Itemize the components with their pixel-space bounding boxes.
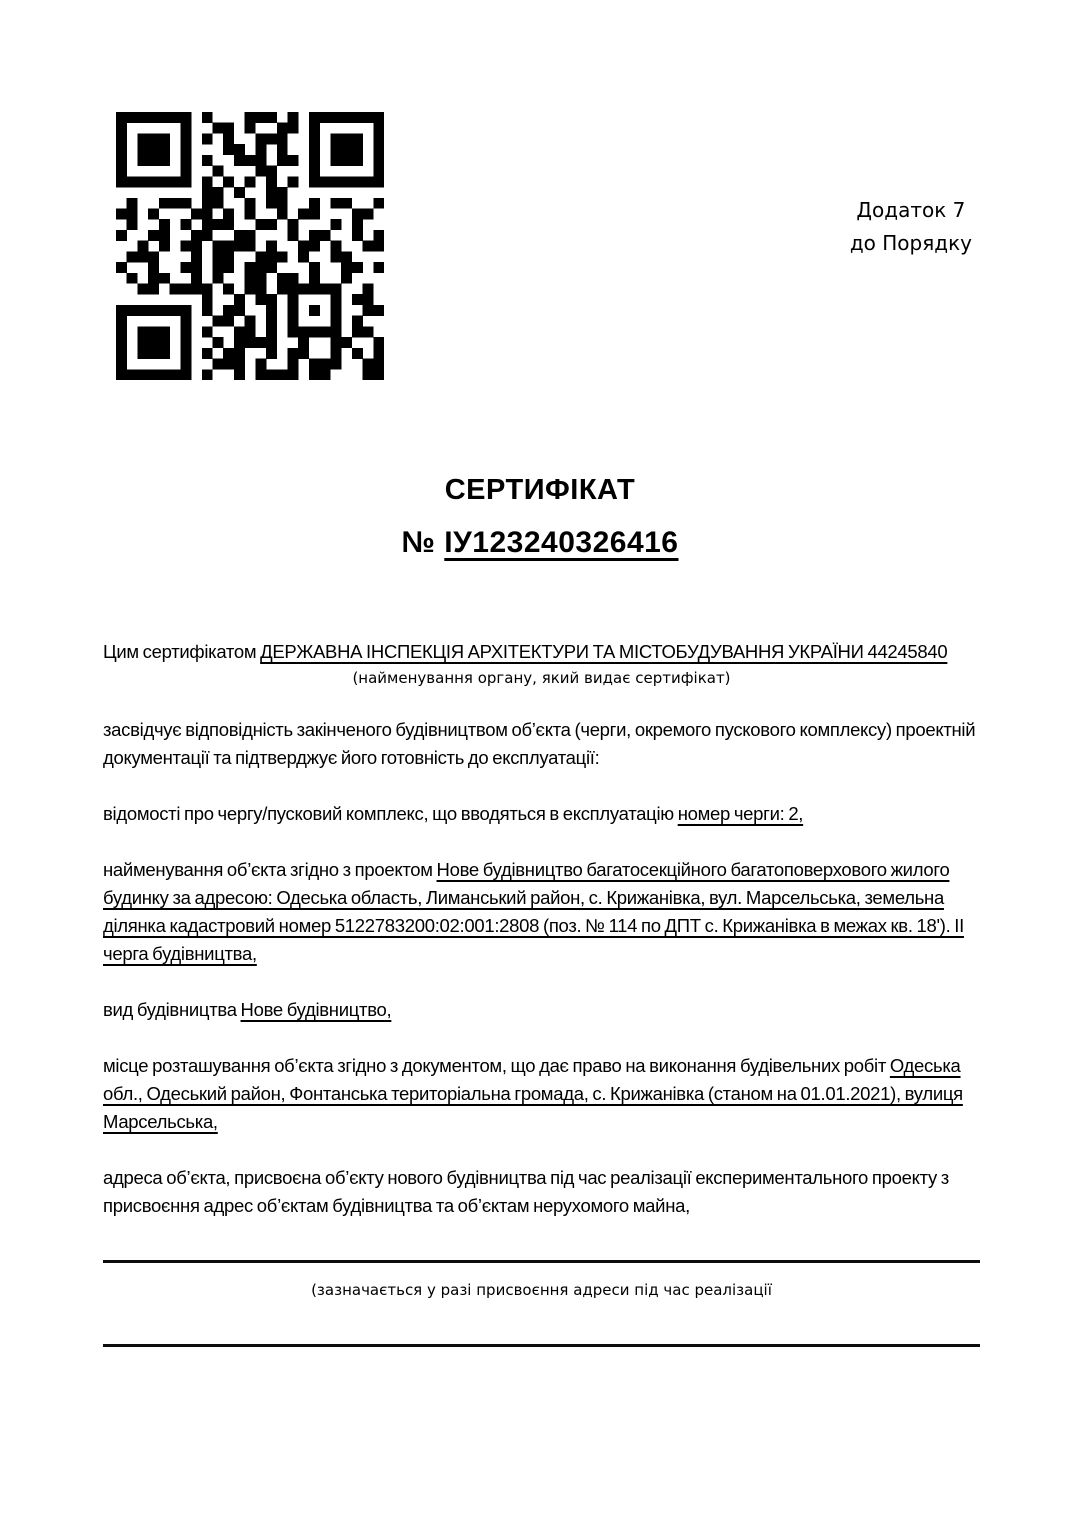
object-name-paragraph [103, 856, 980, 968]
annex-note [850, 194, 972, 260]
construction-type-paragraph-part-0: вид будівництва [103, 999, 241, 1020]
address-caption: (зазначається у разі присвоєння адреси під час реалізації [311, 1281, 772, 1299]
qr-code [116, 112, 384, 380]
issuer-paragraph-part-1-underlined: ДЕРЖАВНА ІНСПЕКЦІЯ АРХІТЕКТУРИ ТА МІСТОБУДУВАННЯ УКРАЇНИ 44245840 [260, 641, 948, 662]
object-name-paragraph-part-0: найменування об’єкта згідно з проектом [103, 859, 437, 880]
number-sign: № [401, 526, 436, 559]
issuer-caption: (найменування органу, який видає сертифікат) [352, 669, 731, 687]
address-paragraph-part-0: адреса об’єкта, присвоєна об’єкту нового будівництва під час реалізації експериментального проекту з присвоєння адрес об’єктам будівництва та об’єктам нерухомого майна, [103, 1167, 949, 1216]
stage-paragraph [103, 800, 980, 828]
construction-type-paragraph [103, 996, 980, 1024]
document-title: СЕРТИФІКАТ [444, 474, 636, 506]
address-paragraph [103, 1164, 980, 1220]
certificate-number [0, 526, 1080, 560]
stage-paragraph-part-1-underlined: номер черги: 2, [677, 803, 804, 824]
document-body [103, 610, 980, 1347]
issuer-paragraph-part-0: Цим сертифікатом [103, 641, 261, 662]
location-paragraph-part-1-underlined: Одеська обл., Одеський район, Фонтанська територіальна громада, с. Крижанівка (станом на 01.01.2021), вулиця Марсельська, [103, 1055, 963, 1132]
object-name-paragraph-part-1-underlined: Нове будівництво багатосекційного багатоповерхового жилого будинку за адресою: Одеська область, Лиманський район, с. Крижанівка, вул. Марсельська, земельна ділянка кадастровий номер 5122783200:02:001:2808 (поз. № 114 по ДПТ с. Крижанівка в межах кв. 18'). ІІ черга будівництва, [103, 859, 964, 964]
attestation-paragraph [103, 716, 980, 772]
trailing-line [103, 1344, 980, 1347]
annex-line-1: Додаток 7 [856, 198, 966, 222]
issuer-paragraph [103, 638, 980, 666]
location-paragraph-part-0: місце розташування об’єкта згідно з документом, що дає право на виконання будівельних робіт [103, 1055, 890, 1076]
attestation-paragraph-part-0: засвідчує відповідність закінченого будівництвом об’єкта (черги, окремого пускового комплексу) проектній документації та підтверджує його готовність до експлуатації: [103, 719, 976, 768]
address-line [103, 1260, 980, 1263]
annex-line-2: до Порядку [849, 231, 972, 255]
construction-type-paragraph-part-1-underlined: Нове будівництво, [240, 999, 392, 1020]
location-paragraph [103, 1052, 980, 1136]
certificate-number-value: ІУ123240326416 [444, 526, 679, 559]
stage-paragraph-part-0: відомості про чергу/пусковий комплекс, що вводяться в експлуатацію [103, 803, 678, 824]
